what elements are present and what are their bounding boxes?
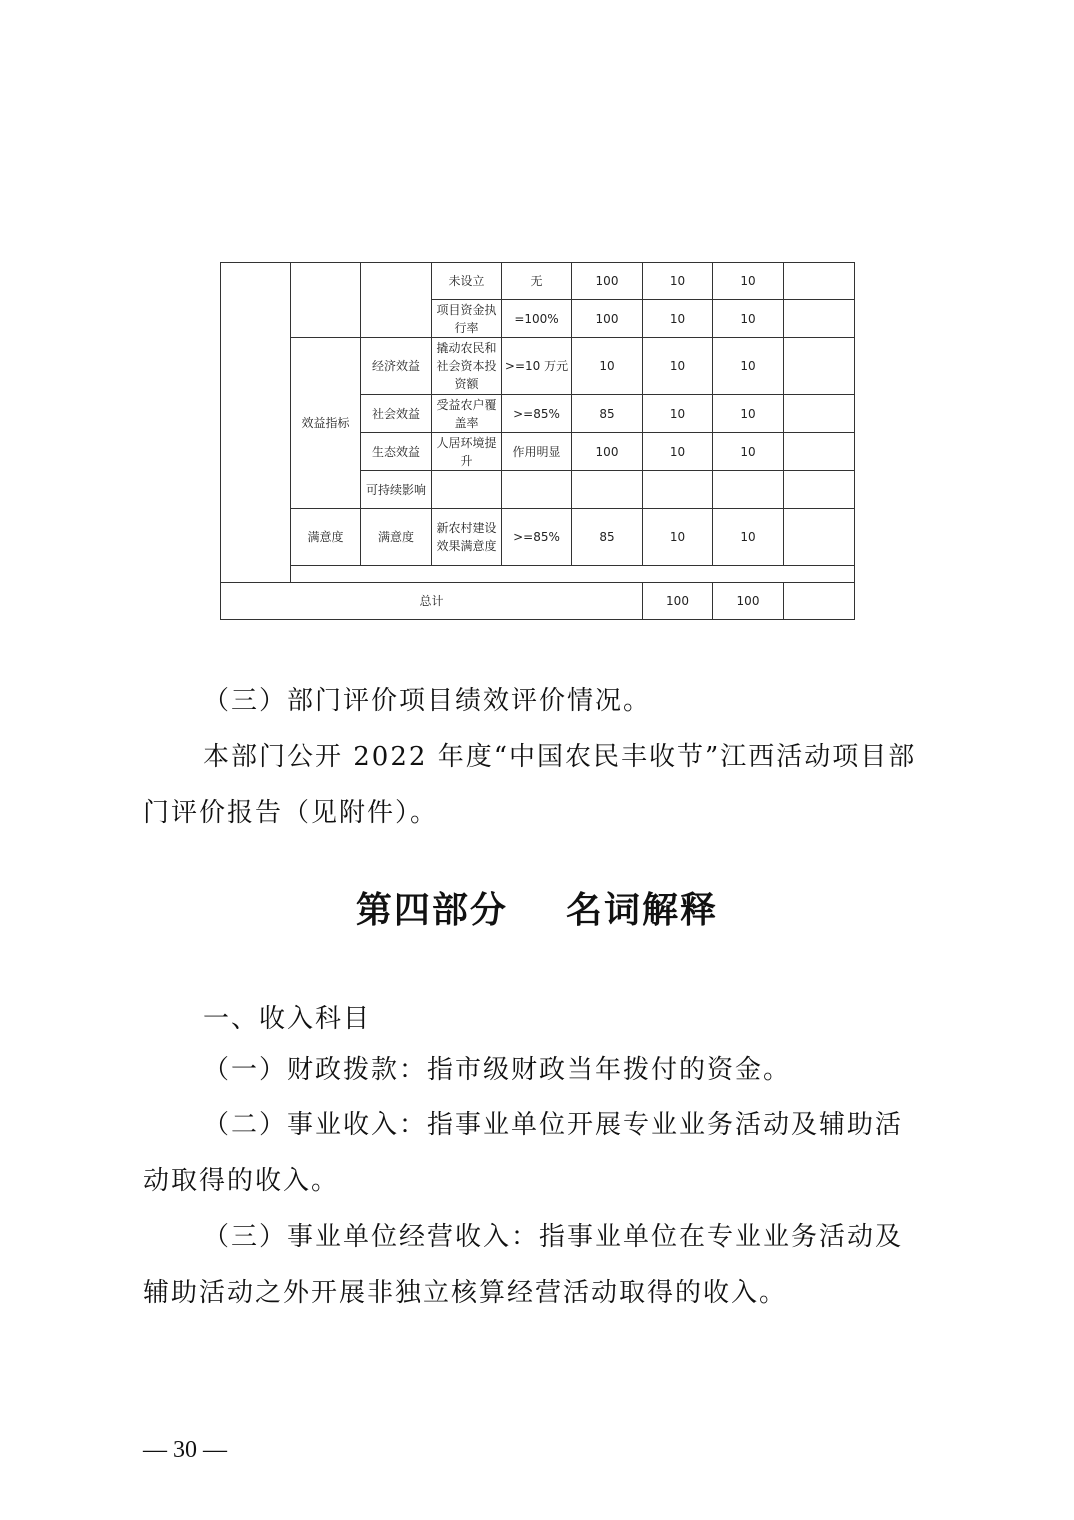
empty-row-cell — [291, 566, 855, 583]
indicator-name-cell — [432, 471, 502, 509]
level2-cell: 满意度 — [291, 509, 361, 566]
target-cell: =100% — [502, 300, 572, 338]
note-cell — [784, 338, 855, 395]
weight-cell: 10 — [643, 338, 713, 395]
glossary-item-operating-line2: 辅助活动之外开展非独立核算经营活动取得的收入。 — [143, 1278, 788, 1308]
table-row — [221, 509, 855, 566]
actual-cell: 100 — [572, 433, 643, 471]
table-row — [221, 566, 855, 583]
weight-cell: 10 — [643, 395, 713, 433]
level3-cell: 经济效益 — [361, 338, 432, 395]
score-cell: 10 — [713, 433, 784, 471]
weight-cell: 10 — [643, 263, 713, 300]
note-cell — [784, 395, 855, 433]
indicator-name-cell: 受益农户覆盖率 — [432, 395, 502, 433]
glossary-item-operating-line1: （三）事业单位经营收入：指事业单位在专业业务活动及 — [203, 1222, 904, 1252]
table-row — [221, 338, 855, 395]
score-cell: 10 — [713, 338, 784, 395]
note-cell — [784, 433, 855, 471]
score-cell — [713, 471, 784, 509]
actual-cell — [572, 471, 643, 509]
level3-cell — [361, 263, 432, 338]
weight-cell: 10 — [643, 509, 713, 566]
actual-cell: 100 — [572, 263, 643, 300]
glossary-item-business-line2: 动取得的收入。 — [143, 1166, 340, 1196]
total-label-cell: 总计 — [221, 583, 643, 620]
level1-cell — [221, 263, 291, 583]
note-cell — [784, 263, 855, 300]
note-cell — [784, 300, 855, 338]
target-cell: 无 — [502, 263, 572, 300]
total-row — [221, 583, 855, 620]
total-note-cell — [784, 583, 855, 620]
score-cell: 10 — [713, 509, 784, 566]
target-cell: >=85% — [502, 395, 572, 433]
level3-cell: 满意度 — [361, 509, 432, 566]
paragraph-evaluation-heading: （三）部门评价项目绩效评价情况。 — [203, 686, 652, 716]
glossary-item-fiscal: （一）财政拨款：指市级财政当年拨付的资金。 — [203, 1055, 792, 1085]
actual-cell: 10 — [572, 338, 643, 395]
total-score-cell: 100 — [713, 583, 784, 620]
glossary-item-business-line1: （二）事业收入：指事业单位开展专业业务活动及辅助活 — [203, 1110, 904, 1140]
glossary-income-heading: 一、收入科目 — [203, 1004, 372, 1034]
note-cell — [784, 471, 855, 509]
section-title: 第四部分 名词解释 — [355, 890, 719, 931]
weight-cell: 10 — [643, 300, 713, 338]
actual-cell: 85 — [572, 395, 643, 433]
performance-table — [220, 262, 855, 620]
weight-cell — [643, 471, 713, 509]
indicator-name-cell: 新农村建设效果满意度 — [432, 509, 502, 566]
target-cell: >=10 万元 — [502, 338, 572, 395]
note-cell — [784, 509, 855, 566]
actual-cell: 100 — [572, 300, 643, 338]
level3-cell: 社会效益 — [361, 395, 432, 433]
target-cell: 作用明显 — [502, 433, 572, 471]
paragraph-evaluation-line1: 本部门公开 2022 年度“中国农民丰收节”江西活动项目部 — [203, 742, 917, 772]
score-cell: 10 — [713, 300, 784, 338]
actual-cell: 85 — [572, 509, 643, 566]
score-cell: 10 — [713, 263, 784, 300]
indicator-name-cell: 未设立 — [432, 263, 502, 300]
level2-cell — [291, 263, 361, 338]
level3-cell: 可持续影响 — [361, 471, 432, 509]
total-weight-cell: 100 — [643, 583, 713, 620]
target-cell — [502, 471, 572, 509]
score-cell: 10 — [713, 395, 784, 433]
indicator-name-cell: 撬动农民和社会资本投资额 — [432, 338, 502, 395]
table-row — [221, 263, 855, 300]
level3-cell: 生态效益 — [361, 433, 432, 471]
level2-cell: 效益指标 — [291, 338, 361, 509]
indicator-name-cell: 人居环境提升 — [432, 433, 502, 471]
target-cell: >=85% — [502, 509, 572, 566]
weight-cell: 10 — [643, 433, 713, 471]
indicator-name-cell: 项目资金执行率 — [432, 300, 502, 338]
paragraph-evaluation-line2: 门评价报告（见附件）。 — [143, 798, 439, 828]
page-number: — 30 — — [143, 1437, 227, 1463]
